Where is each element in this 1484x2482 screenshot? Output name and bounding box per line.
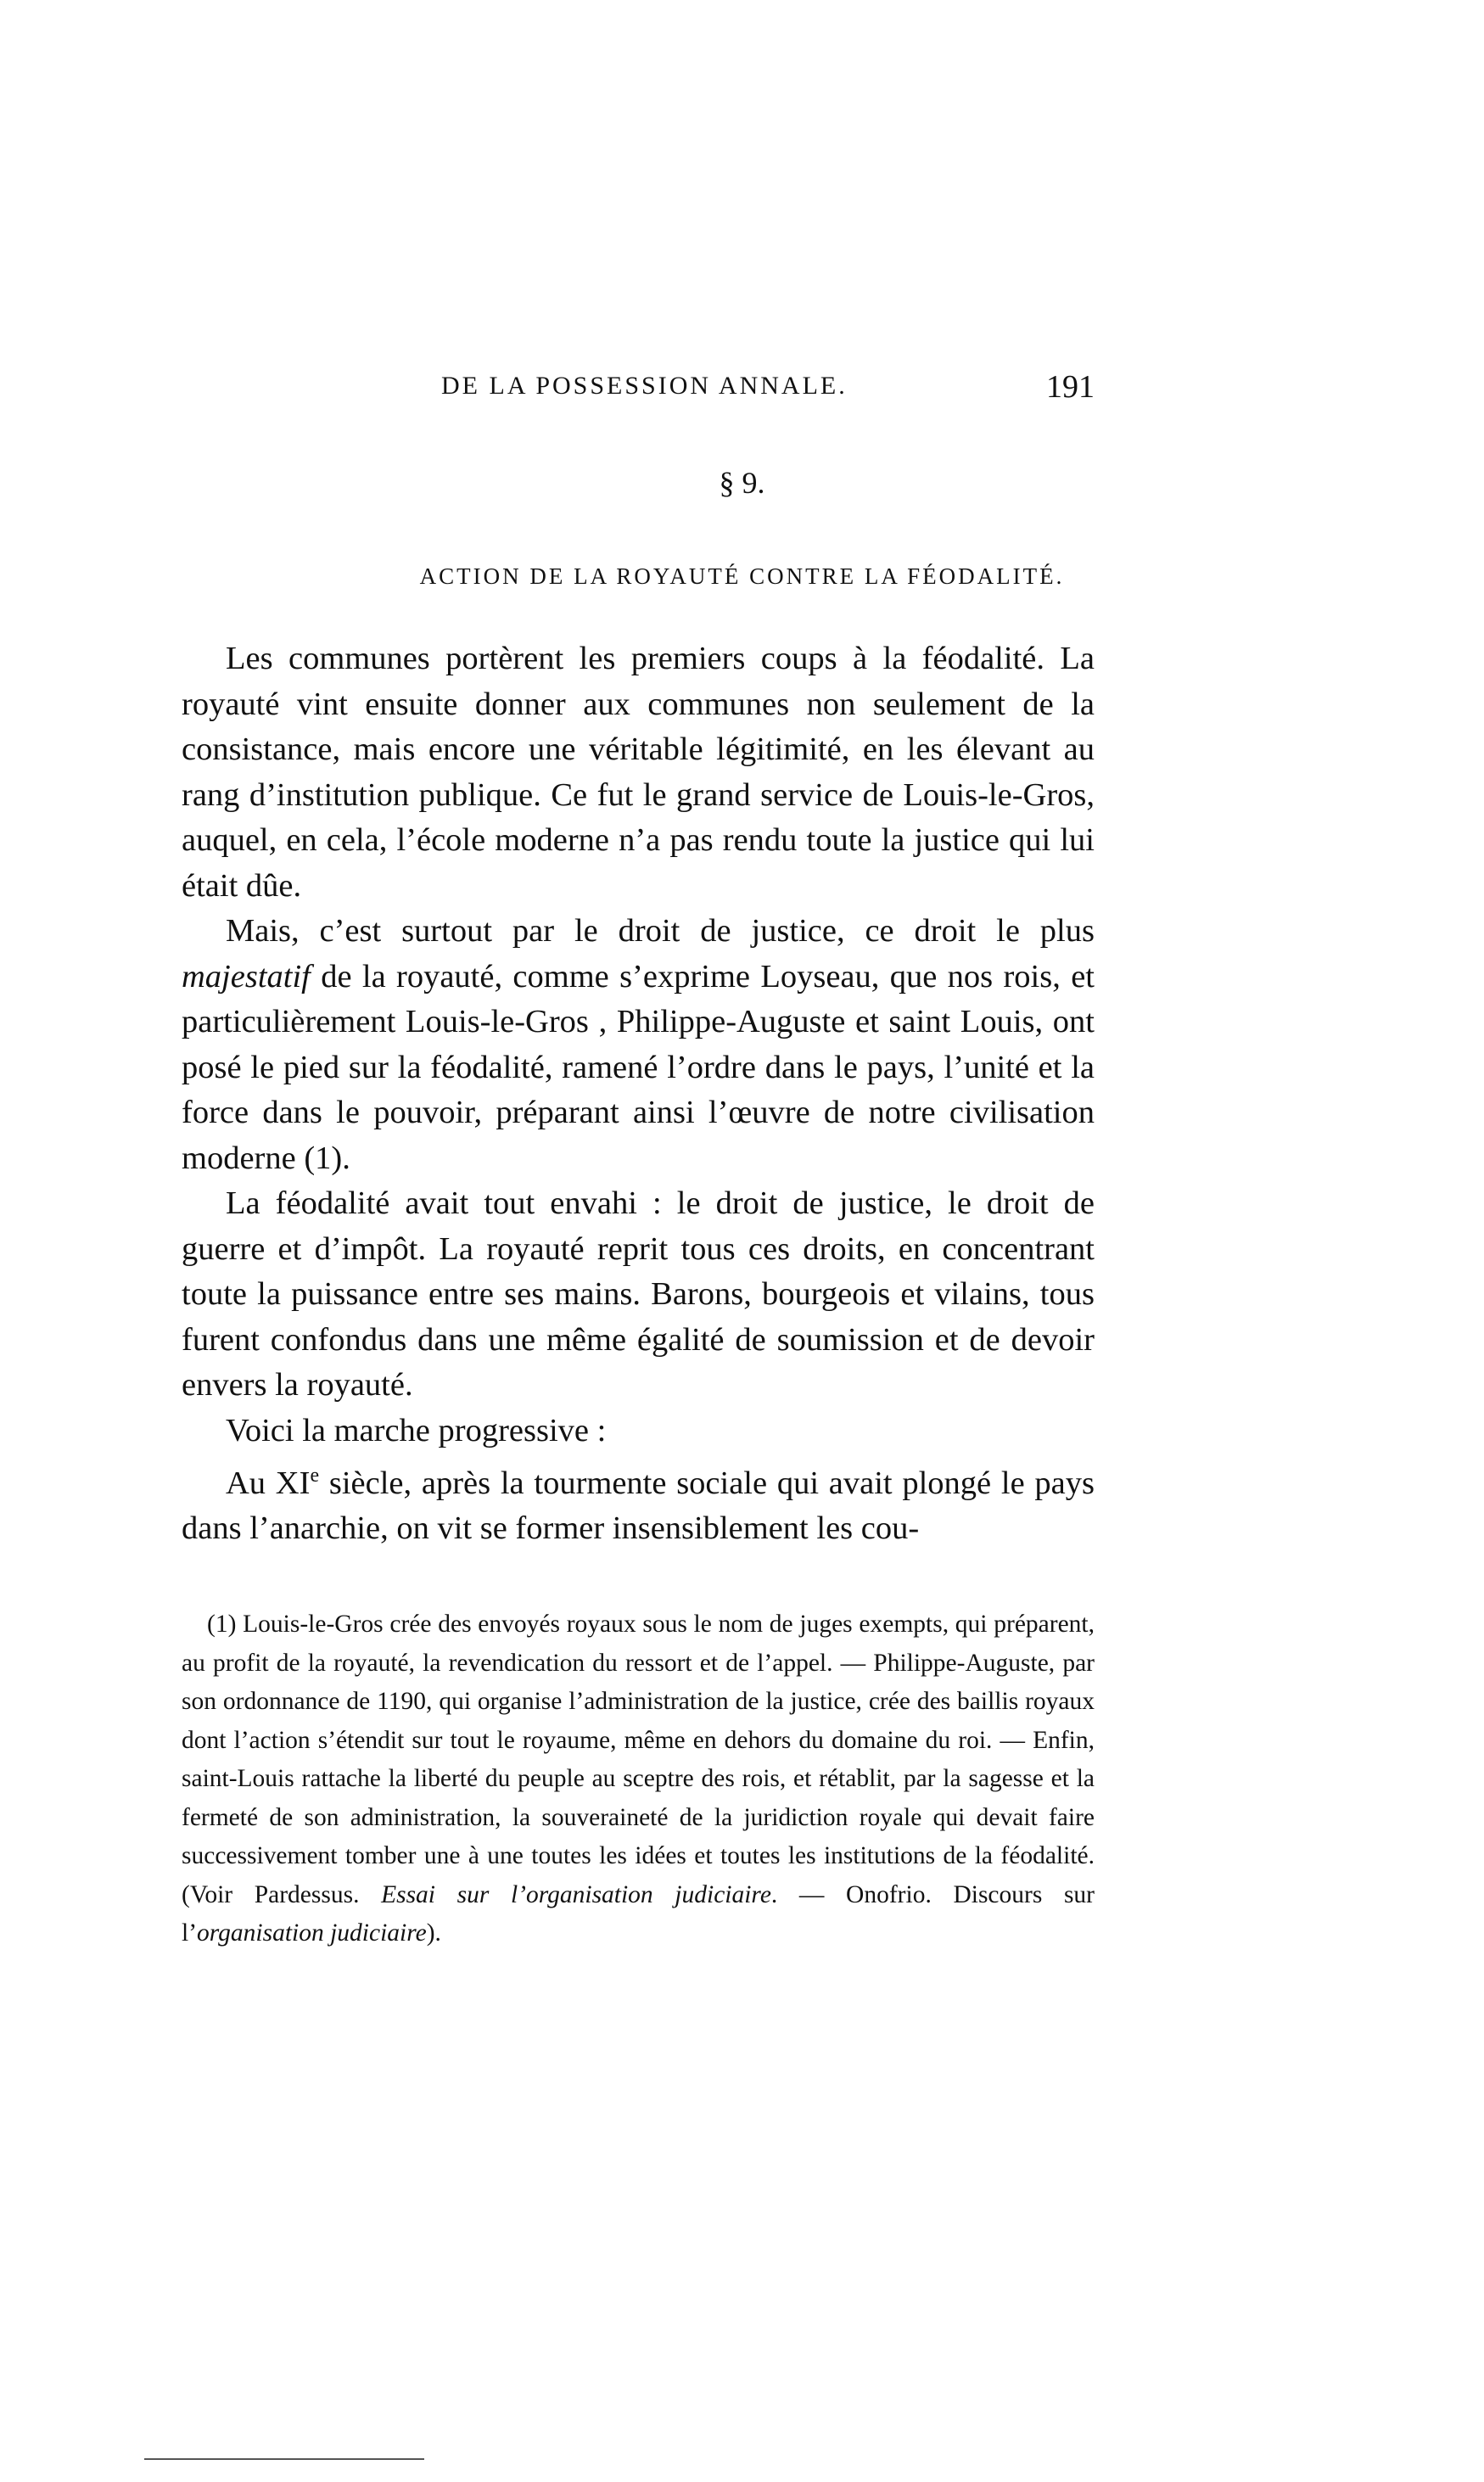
- running-head: [441, 369, 1095, 414]
- footnote-italic-title-1: Essai sur l’organisation judiciaire: [381, 1880, 771, 1908]
- paragraph-1: Les communes portèrent les premiers coups à la féodalité. La royauté vint ensuite donner aux communes non seulement de la consistance, mais encore une véritable légitimité, en les élevant au rang d’institution publique. Ce fut le grand service de Louis-le-Gros, auquel, en cela, l’école moderne n’a pas rendu toute la justice qui lui était dûe.: [182, 641, 1095, 904]
- page-number: 191: [1046, 369, 1095, 405]
- paragraph-5: [182, 1454, 1095, 1552]
- paragraph-2: [182, 909, 1095, 1181]
- footnote-main-text: (1) Louis-le-Gros crée des envoyés royaux sous le nom de juges exempts, qui préparent, au profit de la royauté, la revendication du ressort et de l’appel. — Philippe-Auguste, par son ordonnance de 1190, qui organise l’administration de la justice, crée des baillis royaux dont l’action s’étendit sur tout le royaume, même en dehors du domaine du roi. — Enfin, saint-Louis rattache la liberté du peuple au sceptre des rois, et rétablit, par la sagesse et la fermeté de son administration, la souveraineté de la juridiction royale qui devait faire successivement tomber une à une toutes les idées et toutes les institutions de la féodalité. (Voir Pardessus.: [182, 1611, 1095, 1908]
- footnote-italic-title-2: organisation judiciaire: [197, 1919, 427, 1947]
- section-title: ACTION DE LA ROYAUTÉ CONTRE LA FÉODALITÉ.: [419, 563, 1065, 589]
- paragraph-2-end: de la royauté, comme s’exprime Loyseau, que nos rois, et particulièrement Louis-le-Gros , Philippe-Auguste et saint Louis, ont posé le pied sur la féodalité, ramené l’ordre dans le pays, l’unité et la force dans le pouvoir, préparant ainsi l’œuvre de notre civilisation moderne (1).: [182, 958, 1095, 1176]
- paragraph-4: Voici la marche progressive :: [226, 1412, 607, 1448]
- footnote-mid-text: . — Onofrio. Discours sur l’: [182, 1880, 1095, 1947]
- paragraph-2-italic: majestatif: [182, 958, 311, 994]
- running-title: DE LA POSSESSION ANNALE.: [441, 372, 848, 400]
- footnotes: [182, 1605, 1095, 1953]
- footnote-end-text: ).: [426, 1919, 441, 1947]
- paragraph-2-start: Mais, c’est surtout par le droit de justice, ce droit le plus: [226, 913, 1095, 949]
- footnote-1: [182, 1605, 1095, 1953]
- paragraph-3: La féodalité avait tout envahi : le droit de justice, le droit de guerre et d’impôt. La royauté reprit tous ces droits, en concentrant toute la puissance entre ses mains. Barons, bourgeois et vilains, tous furent confondus dans une même égalité de soumission et de devoir envers la royauté.: [182, 1185, 1095, 1403]
- bottom-rule: [144, 2458, 424, 2460]
- section-number: § 9.: [719, 466, 765, 500]
- paragraph-5-end: siècle, après la tourmente sociale qui avait plongé le pays dans l’anarchie, on vit se former insensiblement les cou-: [182, 1465, 1095, 1547]
- paragraph-5-superscript: e: [310, 1465, 320, 1487]
- paragraph-5-start: Au XI: [226, 1465, 311, 1501]
- body-text: [182, 636, 1095, 1552]
